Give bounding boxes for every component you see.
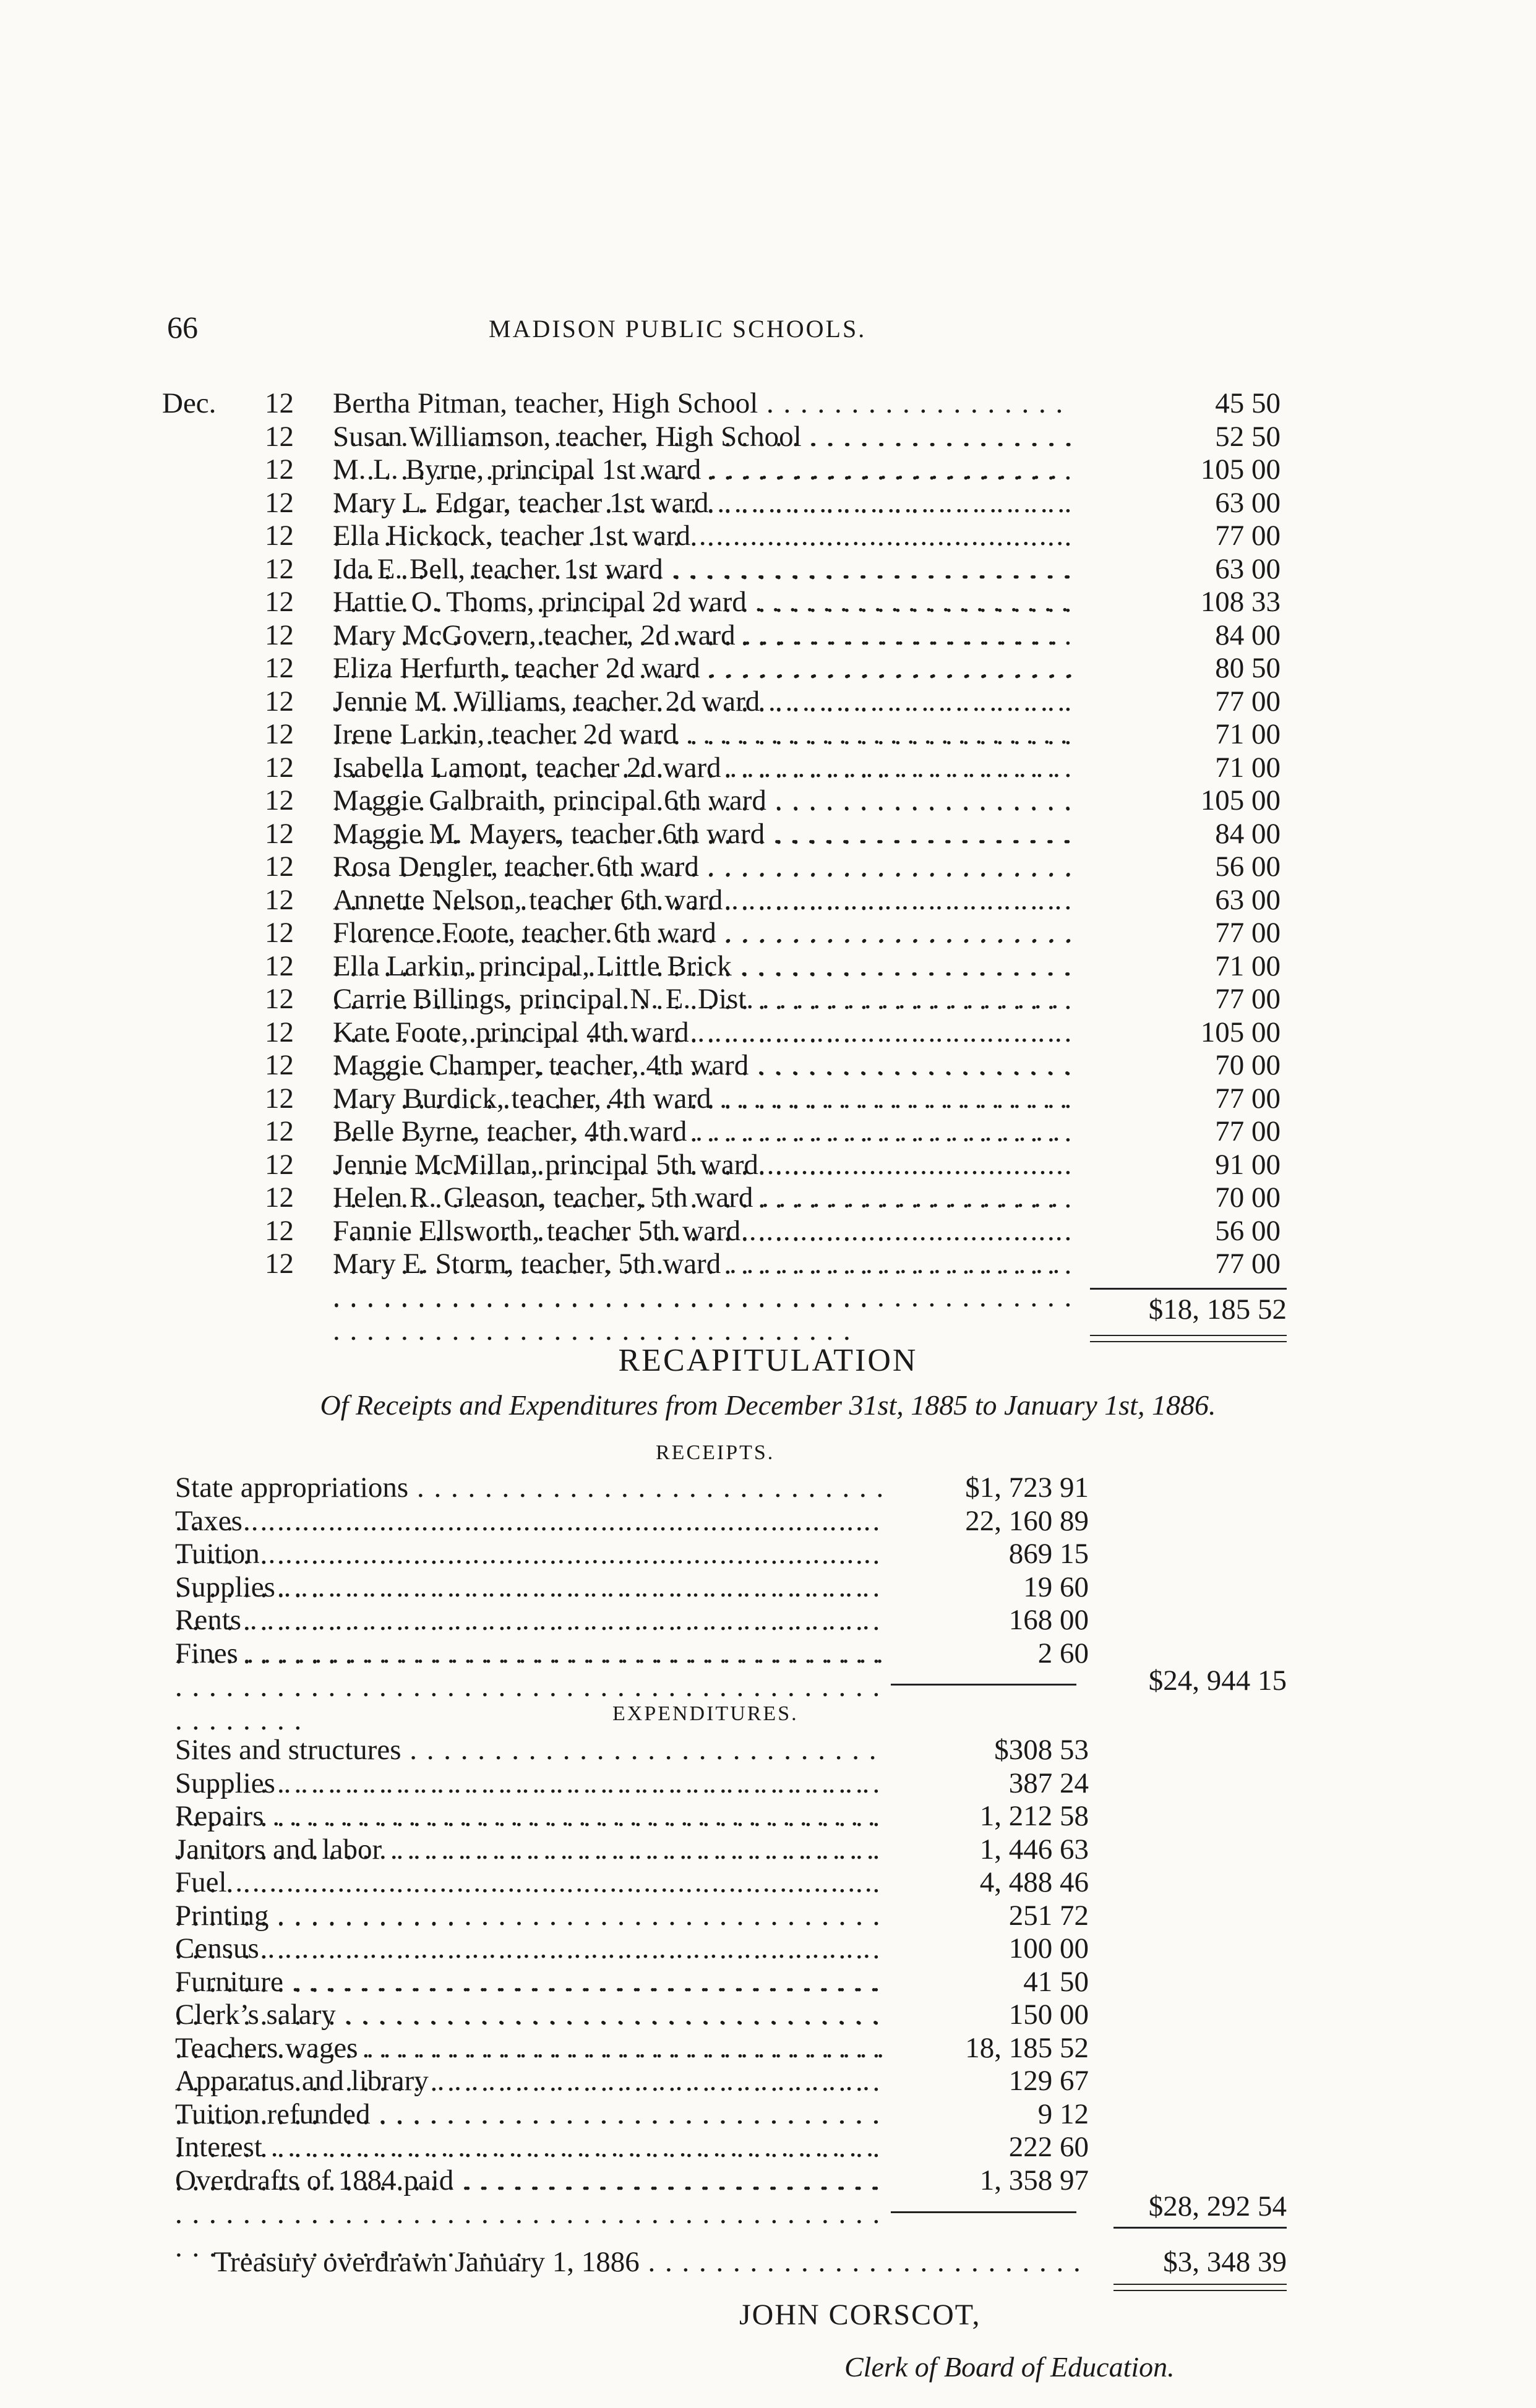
payroll-day: 12 [265,817,294,850]
receipt-row [0,1504,1536,1538]
payroll-day: 12 [265,1181,294,1214]
expenditure-label: Furniture . . . [175,1965,886,2065]
payroll-amount: 56 00 [1215,851,1281,883]
running-title: MADISON PUBLIC SCHOOLS. [489,315,867,343]
expenditure-amount: 251 72 [1008,1899,1089,1932]
payroll-description: Mary L. Edgar, teacher 1st ward . . . [333,486,1075,586]
payroll-day: 12 [265,883,294,916]
expenditure-row [0,2164,1536,2197]
receipt-amount: 22, 160 89 [965,1504,1089,1537]
payroll-row [0,1148,1536,1181]
signature-name: JOHN CORSCOT, [739,2299,981,2331]
expenditure-row [0,1767,1536,1800]
payroll-description: Isabella Lamont, teacher 2d ward . . . [333,751,1075,851]
receipt-row [0,1570,1536,1604]
payroll-row [0,685,1536,718]
payroll-row [0,850,1536,883]
payroll-day: 12 [265,1115,294,1147]
expenditure-row [0,1833,1536,1866]
payroll-amount: 80 50 [1215,652,1281,684]
payroll-description: Kate Foote, principal 4th ward . . . [333,1016,1075,1116]
receipts-total: $24, 944 15 [1148,1665,1287,1697]
payroll-row [0,784,1536,817]
payroll-day: 12 [265,1082,294,1115]
payroll-row [0,585,1536,619]
expenditure-row [0,2130,1536,2164]
expenditure-label: Teachers wages . . . [175,2031,886,2132]
payroll-description: Ella Larkin, principal, Little Brick . . . [333,949,1075,1050]
payroll-day: 12 [265,652,294,684]
expenditure-amount: 150 00 [1008,1999,1089,2031]
payroll-day: 12 [265,1248,294,1280]
expenditure-row [0,1965,1536,1999]
payroll-amount: 77 00 [1215,983,1281,1015]
expenditure-amount: 4, 488 46 [979,1866,1089,1898]
payroll-description: Maggie Galbraith, principal 6th ward . . . [333,784,1075,884]
payroll-description: M. L. Byrne, principal 1st ward . . . [333,453,1075,553]
receipt-label: Tuition . . . [175,1537,886,1637]
payroll-description: Susan Williamson, teacher, High School . . . [333,420,1075,520]
payroll-row [0,1115,1536,1148]
expenditure-label: Clerk’s salary . . . [175,1998,886,2098]
payroll-day: 12 [265,486,294,519]
payroll-amount: 77 00 [1215,917,1281,949]
payroll-month: Dec. [162,387,217,419]
page-header [167,309,1293,353]
expenditure-row [0,2031,1536,2065]
payroll-day: 12 [265,552,294,585]
receipt-amount: 869 15 [1008,1538,1089,1570]
payroll-day: 12 [265,453,294,486]
expenditure-row [0,1799,1536,1833]
payroll-amount: 56 00 [1215,1214,1281,1247]
receipts-heading: RECEIPTS. [656,1441,775,1464]
payroll-row [0,453,1536,486]
expenditure-amount: 9 12 [1037,2097,1089,2130]
payroll-row [0,1016,1536,1049]
payroll-description: Jennie McMillan, principal 5th ward . . . [333,1148,1075,1248]
expenditure-label: Apparatus and library . . . [175,2064,886,2164]
expenditure-label: Interest . . . [175,2130,886,2230]
payroll-amount: 105 00 [1200,1016,1281,1048]
payroll-amount: 77 00 [1215,685,1281,718]
payroll-amount: 84 00 [1215,817,1281,850]
receipt-row [0,1603,1536,1637]
payroll-day: 12 [265,520,294,552]
payroll-amount: 77 00 [1215,520,1281,552]
receipt-label: Supplies . . . [175,1570,886,1671]
expenditure-label: Supplies . . . [175,1767,886,1867]
payroll-amount: 77 00 [1215,1248,1281,1280]
payroll-row [0,619,1536,652]
payroll-total-rule [1090,1288,1287,1290]
expenditure-amount: 1, 212 58 [979,1800,1089,1832]
payroll-day: 12 [265,1016,294,1048]
expenditure-amount: 1, 446 63 [979,1833,1089,1866]
payroll-description: Rosa Dengler, teacher 6th ward . . . [333,850,1075,950]
payroll-amount: 63 00 [1215,883,1281,916]
expenditure-label: Janitors and labor . . . [175,1833,886,1933]
payroll-description: Irene Larkin, teacher 2d ward . . . [333,718,1075,818]
page-number: 66 [167,310,198,345]
receipt-label: Rents . . . [175,1603,886,1703]
expenditure-amount: 387 24 [1008,1767,1089,1799]
payroll-amount: 52 50 [1215,420,1281,453]
payroll-description: Fannie Ellsworth, teacher 5th ward . . . [333,1214,1075,1314]
payroll-row [0,718,1536,751]
payroll-row [0,387,1536,420]
receipt-amount: $1, 723 91 [965,1472,1089,1504]
payroll-total: $18, 185 52 [1148,1293,1287,1326]
payroll-row [0,1247,1536,1280]
expenditures-total-rule [1113,2227,1287,2229]
expenditure-row [0,2097,1536,2131]
expenditures-total: $28, 292 54 [1148,2190,1287,2222]
expenditure-label: Overdrafts of 1884 paid . . . [175,2164,886,2264]
expenditure-amount: 100 00 [1008,1932,1089,1965]
payroll-amount: 108 33 [1200,586,1281,618]
receipt-label: Fines . . . [175,1637,886,1737]
payroll-description: Belle Byrne, teacher, 4th ward . . . [333,1115,1075,1215]
receipt-label: State appropriations . . . [175,1471,886,1571]
recap-title: RECAPITULATION [618,1343,918,1378]
payroll-day: 12 [265,420,294,453]
overdrawn-label: Treasury overdrawn January 1, 1886 . . . [213,2245,1079,2279]
recap-subtitle: Of Receipts and Expenditures from December 31st, 1885 to January 1st, 1886. [320,1389,1216,1421]
payroll-row [0,982,1536,1016]
payroll-day: 12 [265,949,294,982]
payroll-amount: 71 00 [1215,751,1281,784]
payroll-amount: 71 00 [1215,949,1281,982]
expenditures-rule [891,2211,1076,2213]
receipt-row [0,1537,1536,1570]
payroll-amount: 84 00 [1215,619,1281,651]
payroll-description: Mary McGovern, teacher, 2d ward . . . [333,619,1075,719]
payroll-day: 12 [265,387,294,419]
payroll-description: Mary Burdick, teacher, 4th ward . . . [333,1082,1075,1182]
payroll-row [0,552,1536,586]
expenditure-label: Printing . . . [175,1899,886,1999]
payroll-row [0,1082,1536,1115]
payroll-description: Jennie M. Williams, teacher 2d ward . . . [333,685,1075,785]
expenditure-amount: $308 53 [994,1734,1089,1766]
payroll-amount: 77 00 [1215,1115,1281,1147]
payroll-day: 12 [265,718,294,750]
receipt-amount: 2 60 [1037,1637,1089,1669]
overdrawn-double-rule-2 [1113,2290,1287,2291]
payroll-day: 12 [265,784,294,816]
payroll-description: Bertha Pitman, teacher, High School . . . [333,387,1075,487]
expenditures-heading: EXPENDITURES. [612,1702,799,1725]
payroll-day: 12 [265,619,294,651]
expenditure-label: Tuition refunded . . . [175,2097,886,2198]
payroll-description: Carrie Billings, principal N. E. Dist. . . . [333,982,1075,1082]
payroll-row [0,1214,1536,1248]
payroll-day: 12 [265,851,294,883]
payroll-row [0,1048,1536,1082]
expenditure-label: Fuel . . . [175,1866,886,1966]
payroll-day: 12 [265,1049,294,1081]
receipt-amount: 19 60 [1023,1570,1089,1603]
payroll-day: 12 [265,1148,294,1181]
expenditure-amount: 129 67 [1008,2065,1089,2097]
receipt-row [0,1637,1536,1670]
payroll-row [0,420,1536,453]
payroll-row [0,916,1536,949]
expenditure-row [0,2064,1536,2097]
expenditure-row [0,1899,1536,1932]
overdrawn-row [0,2245,1536,2279]
expenditure-row [0,1733,1536,1767]
payroll-row [0,519,1536,552]
receipt-label: Taxes . . . [175,1504,886,1605]
payroll-day: 12 [265,983,294,1015]
payroll-amount: 71 00 [1215,718,1281,750]
expenditure-row [0,1866,1536,1899]
payroll-description: Ella Hickock, teacher 1st ward . . . [333,519,1075,619]
payroll-amount: 63 00 [1215,486,1281,519]
expenditure-amount: 1, 358 97 [979,2164,1089,2196]
payroll-row [0,883,1536,917]
receipt-row [0,1471,1536,1504]
payroll-row [0,751,1536,784]
payroll-description: Maggie Champer, teacher, 4th ward . . . [333,1048,1075,1149]
signature-title: Clerk of Board of Education. [844,2351,1175,2383]
payroll-day: 12 [265,1214,294,1247]
payroll-row [0,486,1536,520]
payroll-description: Florence Foote, teacher 6th ward . . . [333,916,1075,1016]
payroll-description: Helen R. Gleason, teacher, 5th ward . . . [333,1181,1075,1281]
receipts-rule [891,1684,1076,1686]
payroll-day: 12 [265,917,294,949]
payroll-amount: 70 00 [1215,1049,1281,1081]
payroll-amount: 63 00 [1215,552,1281,585]
payroll-row [0,651,1536,685]
expenditure-row [0,1998,1536,2031]
expenditure-label: Census . . . [175,1932,886,2032]
payroll-description: Hattie O. Thoms, principal 2d ward . . . [333,585,1075,685]
payroll-day: 12 [265,586,294,618]
expenditure-amount: 41 50 [1023,1965,1089,1998]
payroll-description: Ida E. Bell, teacher 1st ward . . . [333,552,1075,653]
expenditure-label: Sites and structures . . . [175,1733,886,1833]
payroll-amount: 105 00 [1200,784,1281,816]
payroll-amount: 105 00 [1200,453,1281,486]
payroll-amount: 77 00 [1215,1082,1281,1115]
receipt-amount: 168 00 [1008,1604,1089,1636]
payroll-description: Maggie M. Mayers, teacher 6th ward . . . [333,817,1075,917]
payroll-row [0,949,1536,983]
expenditure-label: Repairs . . . [175,1799,886,1900]
overdrawn-double-rule-1 [1113,2284,1287,2285]
expenditure-amount: 222 60 [1008,2131,1089,2163]
payroll-day: 12 [265,685,294,718]
expenditure-row [0,1932,1536,1965]
payroll-day: 12 [265,751,294,784]
expenditure-amount: 18, 185 52 [965,2031,1089,2064]
payroll-row [0,1181,1536,1214]
payroll-description: Mary E. Storm, teacher, 5th ward . . . [333,1247,1075,1347]
payroll-description: Eliza Herfurth, teacher 2d ward . . . [333,651,1075,752]
payroll-amount: 91 00 [1215,1148,1281,1181]
payroll-row [0,817,1536,851]
overdrawn-amount: $3, 348 39 [1163,2246,1287,2278]
payroll-amount: 70 00 [1215,1181,1281,1214]
payroll-amount: 45 50 [1215,387,1281,419]
payroll-double-rule-1 [1090,1335,1287,1336]
payroll-description: Annette Nelson, teacher 6th ward . . . [333,883,1075,983]
